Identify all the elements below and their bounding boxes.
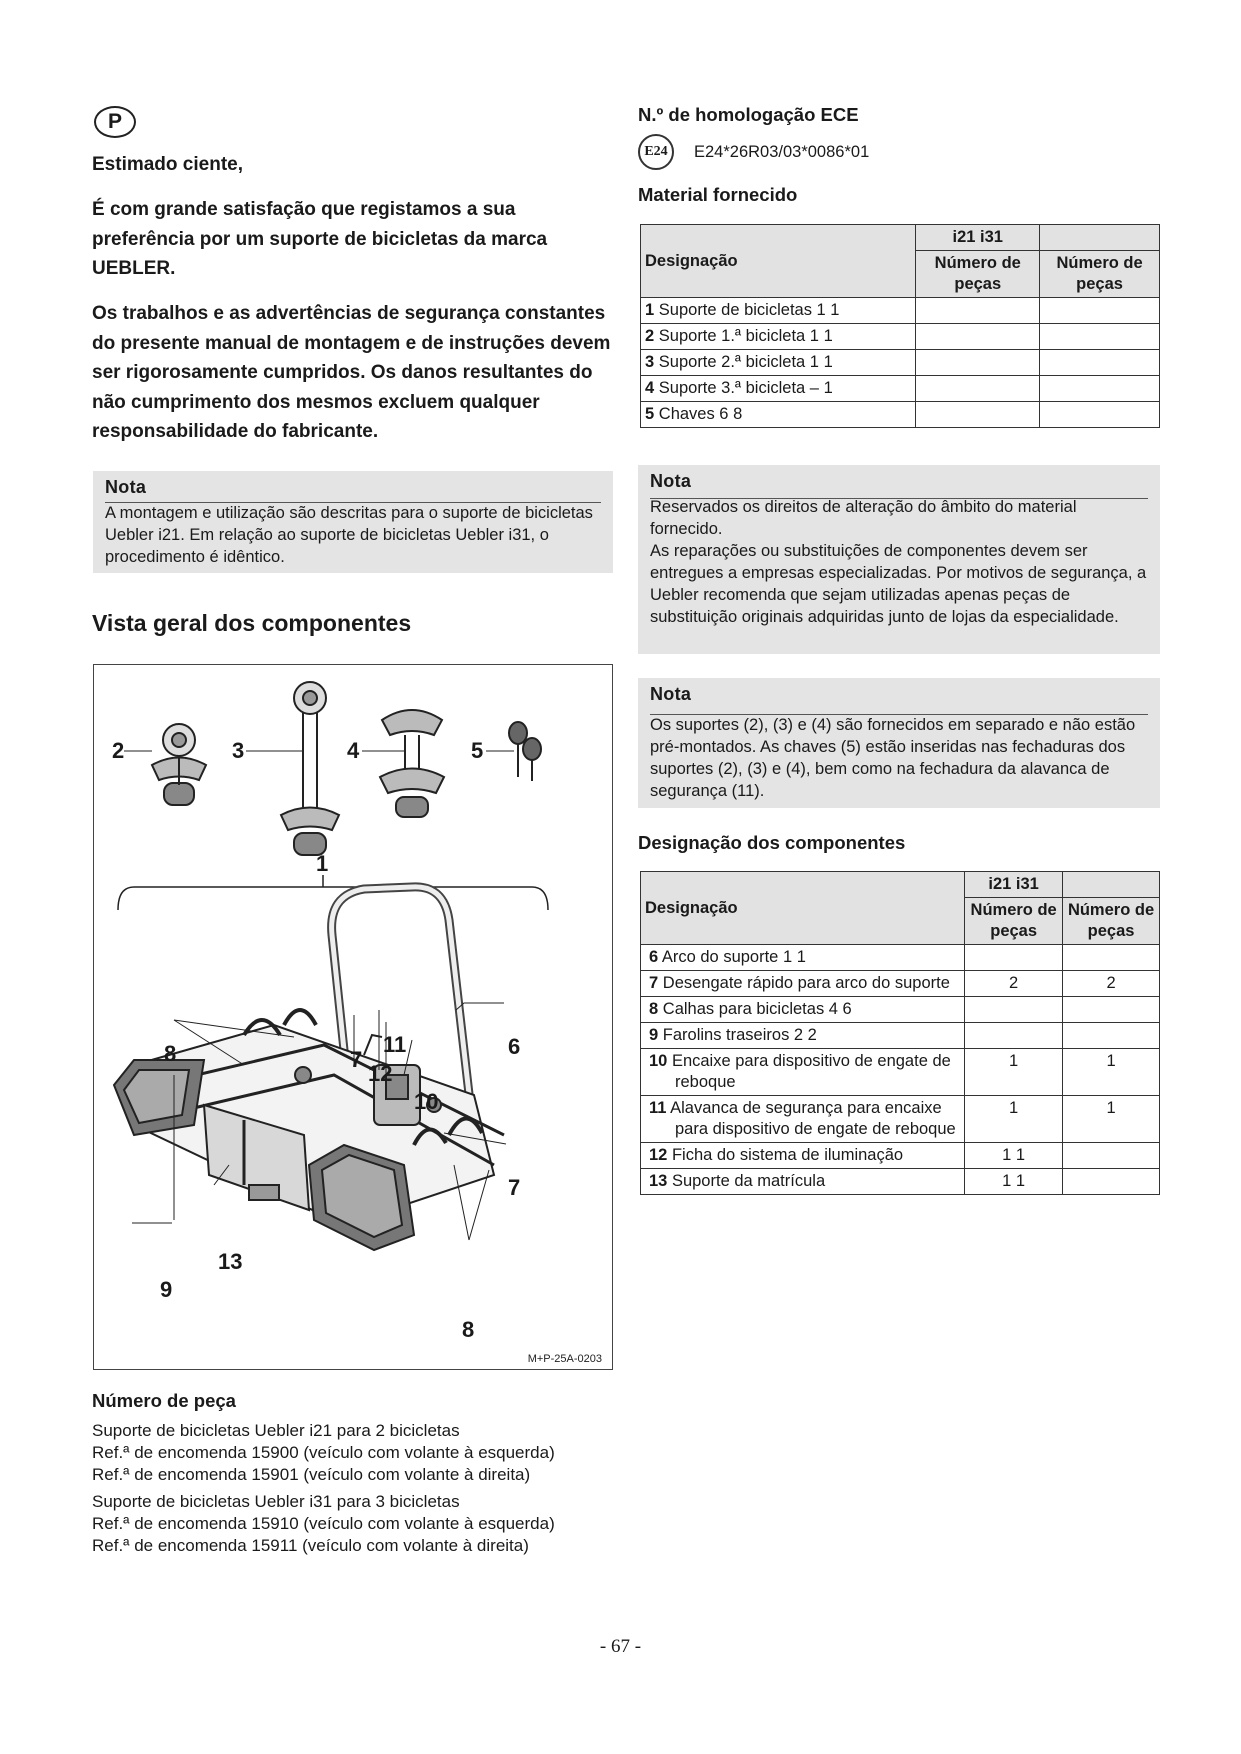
figure-code: M+P-25A-0203 <box>527 1353 602 1365</box>
table-row <box>641 1049 1160 1096</box>
part-line: Ref.ª de encomenda 15900 (veículo com volante à esquerda) <box>92 1443 555 1462</box>
greeting: Estimado ciente, <box>92 154 243 175</box>
row-text: Suporte 3.ª bicicleta – 1 <box>658 379 833 397</box>
callout-9: 9 <box>160 1277 173 1302</box>
note-title: Nota <box>650 684 692 704</box>
holder-2-drawing <box>152 724 206 805</box>
note-box-2 <box>638 465 1160 654</box>
components-table <box>640 871 1160 1195</box>
carrier-drawing <box>114 887 504 1250</box>
row-number: 4 <box>645 379 655 397</box>
ece-number: E24*26R03/03*0086*01 <box>694 143 870 161</box>
table-row <box>641 376 1160 402</box>
callout-2: 2 <box>112 738 125 763</box>
table-row <box>641 1143 1160 1169</box>
qty-header: Número de peças <box>1063 898 1160 945</box>
qty-cell: 2 <box>1063 971 1160 997</box>
row-text: Farolins traseiros 2 2 <box>662 1026 817 1044</box>
callout-5: 5 <box>471 738 484 763</box>
components-figure <box>93 664 613 1370</box>
qty-cell <box>1063 1023 1160 1049</box>
components-heading: Designação dos componentes <box>638 832 906 853</box>
note-title: Nota <box>650 471 692 491</box>
part-line: Suporte de bicicletas Uebler i31 para 3 bicicletas <box>92 1492 460 1511</box>
material-table <box>640 224 1160 428</box>
row-text: Encaixe para dispositivo de engate de reboque <box>671 1052 951 1091</box>
model-header: i21 i31 <box>916 225 1040 251</box>
qty-header: Número de peças <box>1040 251 1160 298</box>
qty-cell <box>1063 945 1160 971</box>
table-row <box>641 945 1160 971</box>
callout-7-bottom: 7 <box>508 1175 521 1200</box>
row-number: 1 <box>645 301 655 319</box>
row-number: 9 <box>649 1026 659 1044</box>
table-row <box>641 402 1160 428</box>
note-line: Reservados os direitos de alteração do âmbito do material fornecido. <box>650 498 1077 538</box>
note-box-1 <box>93 471 613 573</box>
note-box-3 <box>638 678 1160 808</box>
callout-4: 4 <box>347 738 360 763</box>
table-row <box>641 324 1160 350</box>
qty-cell <box>965 1023 1063 1049</box>
row-number: 5 <box>645 405 655 423</box>
callout-11: 11 <box>383 1032 407 1057</box>
safety-warning-paragraph: Os trabalhos e as advertências de segurança constantes do presente manual de montagem e de instruções devem ser rigorosamente cumpridos. Os danos resultantes do não cumprimento dos mesmos excluem qualquer responsabilidade do fabricante. <box>92 303 611 442</box>
row-text: Chaves 6 8 <box>658 405 743 423</box>
note-text <box>650 496 1150 628</box>
callout-1: 1 <box>316 851 329 876</box>
material-heading: Material fornecido <box>638 184 798 205</box>
row-number: 13 <box>649 1172 668 1190</box>
qty-cell <box>1063 1169 1160 1195</box>
table-row <box>641 1023 1160 1049</box>
callout-7-top: 7 <box>350 1047 363 1072</box>
bike-carrier-illustration <box>94 665 611 1368</box>
qty-cell: 2 <box>965 971 1063 997</box>
table-row <box>641 971 1160 997</box>
row-text: Suporte 2.ª bicicleta 1 1 <box>658 353 833 371</box>
table-row <box>641 1169 1160 1195</box>
note-text: Os suportes (2), (3) e (4) são fornecidos em separado e não estão pré-montados. As chaves (5) estão inseridas nas fechaduras dos suportes (2), (3) e (4), bem como na fechadura da alavanca de segurança (11). <box>650 716 1136 800</box>
callout-6: 6 <box>508 1034 521 1059</box>
page-number: - 67 - <box>599 1636 642 1657</box>
callout-3: 3 <box>232 738 245 763</box>
qty-cell <box>1063 1143 1160 1169</box>
blank-header <box>1063 872 1160 898</box>
callout-12: 12 <box>368 1061 393 1086</box>
part-line: Suporte de bicicletas Uebler i21 para 2 bicicletas <box>92 1421 460 1440</box>
row-text: Suporte 1.ª bicicleta 1 1 <box>658 327 833 345</box>
qty-header: Número de peças <box>916 251 1040 298</box>
note-title: Nota <box>105 477 147 497</box>
part-line: Ref.ª de encomenda 15911 (veículo com volante à direita) <box>92 1536 529 1555</box>
row-text: Ficha do sistema de iluminação <box>671 1146 904 1164</box>
row-number: 11 <box>649 1099 667 1117</box>
overview-heading: Vista geral dos componentes <box>92 610 412 636</box>
row-number: 7 <box>649 974 659 992</box>
qty-cell: 1 1 <box>965 1169 1063 1195</box>
row-number: 2 <box>645 327 655 345</box>
row-number: 3 <box>645 353 655 371</box>
qty-cell <box>1063 997 1160 1023</box>
table-row <box>641 997 1160 1023</box>
designation-header: Designação <box>641 225 916 298</box>
ece-heading: N.º de homologação ECE <box>638 104 859 125</box>
qty-cell: 1 <box>965 1049 1063 1096</box>
model-header: i21 i31 <box>965 872 1063 898</box>
qty-cell: 1 <box>1063 1096 1160 1143</box>
callout-13: 13 <box>218 1249 243 1274</box>
qty-cell: 1 <box>1063 1049 1160 1096</box>
row-text: Suporte da matrícula <box>671 1172 826 1190</box>
note-line: As reparações ou substituições de componentes devem ser entregues a empresas especializadas. Por motivos de segurança, a Uebler recomenda que sejam utilizadas apenas peças de substituição originais adquiridas junto de lojas da especialidade. <box>650 542 1147 626</box>
row-text: Desengate rápido para arco do suporte <box>662 974 950 992</box>
note-text: A montagem e utilização são descritas para o suporte de bicicletas Uebler i21. Em relação ao suporte de bicicletas Uebler i31, o procedimento é idêntico. <box>105 504 593 566</box>
part-line: Ref.ª de encomenda 15910 (veículo com volante à esquerda) <box>92 1514 555 1533</box>
qty-cell <box>965 945 1063 971</box>
callout-8-bottom: 8 <box>462 1317 475 1342</box>
row-text: Arco do suporte 1 1 <box>661 948 806 966</box>
row-text: Calhas para bicicletas 4 6 <box>662 1000 852 1018</box>
row-number: 8 <box>649 1000 659 1018</box>
part-line: Ref.ª de encomenda 15901 (veículo com volante à direita) <box>92 1465 531 1484</box>
row-number: 10 <box>649 1052 668 1070</box>
blank-header <box>1040 225 1160 251</box>
row-text: Suporte de bicicletas 1 1 <box>658 301 840 319</box>
callout-8-top: 8 <box>164 1041 177 1066</box>
ece-mark-icon: E24 <box>638 134 674 170</box>
callout-10: 10 <box>414 1089 439 1114</box>
table-row <box>641 298 1160 324</box>
holder-4-drawing <box>380 710 444 817</box>
table-row <box>641 1096 1160 1143</box>
designation-header: Designação <box>641 872 965 945</box>
qty-cell: 1 1 <box>965 1143 1063 1169</box>
row-number: 12 <box>649 1146 668 1164</box>
intro-paragraph: É com grande satisfação que registamos a sua preferência por um suporte de bicicletas da marca UEBLER. <box>92 199 548 279</box>
qty-header: Número de peças <box>965 898 1063 945</box>
qty-cell <box>965 997 1063 1023</box>
part-number-list <box>92 1420 555 1557</box>
qty-cell: 1 <box>965 1096 1063 1143</box>
language-badge: P <box>94 106 136 138</box>
table-row <box>641 350 1160 376</box>
row-text: Alavanca de segurança para encaixe para dispositivo de engate de reboque <box>670 1099 956 1138</box>
holder-3-drawing <box>281 682 339 855</box>
part-number-heading: Número de peça <box>92 1390 236 1411</box>
row-number: 6 <box>649 948 659 966</box>
